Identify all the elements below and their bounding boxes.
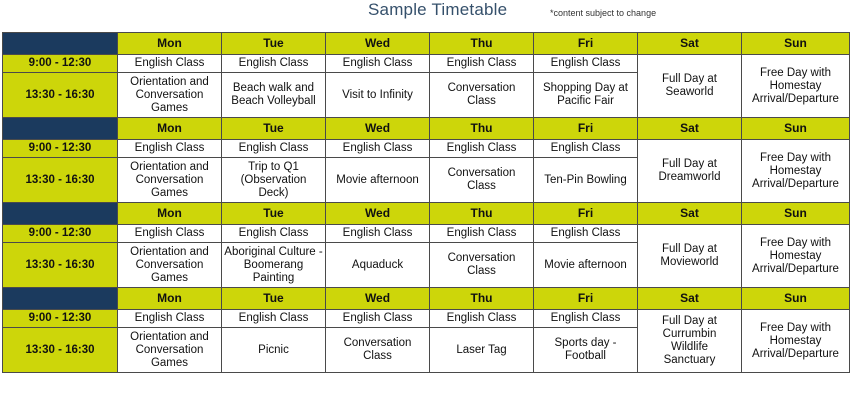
activity-cell: Beach walk and Beach Volleyball (222, 73, 326, 118)
day-header-fri: Fri (534, 288, 638, 310)
time-slot-afternoon: 13:30 - 16:30 (3, 158, 118, 203)
day-header-mon: Mon (118, 118, 222, 140)
day-header-row (3, 33, 850, 55)
activity-cell: Aquaduck (326, 243, 430, 288)
page-title: Sample Timetable (368, 0, 508, 19)
time-slot-morning: 9:00 - 12:30 (3, 310, 118, 328)
day-header-sun: Sun (742, 33, 850, 55)
day-header-wed: Wed (326, 288, 430, 310)
timetable (2, 32, 850, 373)
activity-cell: Conversation Class (430, 243, 534, 288)
day-header-tue: Tue (222, 118, 326, 140)
activity-cell: English Class (430, 225, 534, 243)
activity-cell: English Class (430, 310, 534, 328)
activity-cell: Orientation and Conversation Games (118, 158, 222, 203)
day-header-fri: Fri (534, 118, 638, 140)
corner-cell (3, 118, 118, 140)
activity-cell: Ten-Pin Bowling (534, 158, 638, 203)
activity-cell: English Class (430, 55, 534, 73)
activity-cell: Movie afternoon (534, 243, 638, 288)
day-header-tue: Tue (222, 203, 326, 225)
activity-cell: English Class (534, 55, 638, 73)
morning-row (3, 140, 850, 158)
day-header-sun: Sun (742, 203, 850, 225)
day-header-thu: Thu (430, 203, 534, 225)
activity-cell: English Class (326, 55, 430, 73)
day-header-wed: Wed (326, 203, 430, 225)
day-header-row (3, 203, 850, 225)
day-header-mon: Mon (118, 33, 222, 55)
activity-cell: English Class (326, 310, 430, 328)
time-slot-morning: 9:00 - 12:30 (3, 140, 118, 158)
activity-cell: English Class (118, 140, 222, 158)
activity-cell: English Class (222, 225, 326, 243)
activity-cell: English Class (222, 140, 326, 158)
disclaimer-note: *content subject to change (550, 8, 657, 18)
sunday-activity: Free Day with Homestay Arrival/Departure (742, 225, 850, 288)
activity-cell: Shopping Day at Pacific Fair (534, 73, 638, 118)
morning-row (3, 225, 850, 243)
day-header-row (3, 118, 850, 140)
activity-cell: Conversation Class (430, 158, 534, 203)
activity-cell: English Class (430, 140, 534, 158)
activity-cell: Orientation and Conversation Games (118, 243, 222, 288)
activity-cell: English Class (118, 310, 222, 328)
activity-cell: English Class (534, 310, 638, 328)
sunday-activity: Free Day with Homestay Arrival/Departure (742, 310, 850, 373)
activity-cell: Picnic (222, 328, 326, 373)
day-header-row (3, 288, 850, 310)
day-header-fri: Fri (534, 203, 638, 225)
activity-cell: Visit to Infinity (326, 73, 430, 118)
activity-cell: English Class (222, 310, 326, 328)
morning-row (3, 55, 850, 73)
time-slot-afternoon: 13:30 - 16:30 (3, 73, 118, 118)
saturday-activity: Full Day at Dreamworld (638, 140, 742, 203)
corner-cell (3, 203, 118, 225)
day-header-wed: Wed (326, 118, 430, 140)
day-header-mon: Mon (118, 203, 222, 225)
day-header-fri: Fri (534, 33, 638, 55)
activity-cell: Movie afternoon (326, 158, 430, 203)
activity-cell: English Class (534, 140, 638, 158)
day-header-thu: Thu (430, 288, 534, 310)
sunday-activity: Free Day with Homestay Arrival/Departure (742, 140, 850, 203)
day-header-tue: Tue (222, 288, 326, 310)
time-slot-morning: 9:00 - 12:30 (3, 55, 118, 73)
corner-cell (3, 33, 118, 55)
day-header-thu: Thu (430, 33, 534, 55)
saturday-activity: Full Day at Movieworld (638, 225, 742, 288)
activity-cell: Aboriginal Culture - Boomerang Painting (222, 243, 326, 288)
sunday-activity: Free Day with Homestay Arrival/Departure (742, 55, 850, 118)
activity-cell: Orientation and Conversation Games (118, 73, 222, 118)
day-header-mon: Mon (118, 288, 222, 310)
time-slot-morning: 9:00 - 12:30 (3, 225, 118, 243)
morning-row (3, 310, 850, 328)
activity-cell: English Class (222, 55, 326, 73)
activity-cell: English Class (326, 225, 430, 243)
day-header-sat: Sat (638, 288, 742, 310)
activity-cell: English Class (326, 140, 430, 158)
time-slot-afternoon: 13:30 - 16:30 (3, 243, 118, 288)
day-header-tue: Tue (222, 33, 326, 55)
activity-cell: Laser Tag (430, 328, 534, 373)
activity-cell: English Class (118, 225, 222, 243)
page-header (0, 0, 854, 30)
activity-cell: Trip to Q1 (Observation Deck) (222, 158, 326, 203)
activity-cell: Sports day - Football (534, 328, 638, 373)
activity-cell: Orientation and Conversation Games (118, 328, 222, 373)
corner-cell (3, 288, 118, 310)
activity-cell: English Class (118, 55, 222, 73)
day-header-sat: Sat (638, 118, 742, 140)
activity-cell: Conversation Class (430, 73, 534, 118)
day-header-sat: Sat (638, 33, 742, 55)
saturday-activity: Full Day at Currumbin Wildlife Sanctuary (638, 310, 742, 373)
time-slot-afternoon: 13:30 - 16:30 (3, 328, 118, 373)
day-header-sun: Sun (742, 288, 850, 310)
day-header-sat: Sat (638, 203, 742, 225)
day-header-wed: Wed (326, 33, 430, 55)
day-header-sun: Sun (742, 118, 850, 140)
activity-cell: Conversation Class (326, 328, 430, 373)
saturday-activity: Full Day at Seaworld (638, 55, 742, 118)
activity-cell: English Class (534, 225, 638, 243)
day-header-thu: Thu (430, 118, 534, 140)
